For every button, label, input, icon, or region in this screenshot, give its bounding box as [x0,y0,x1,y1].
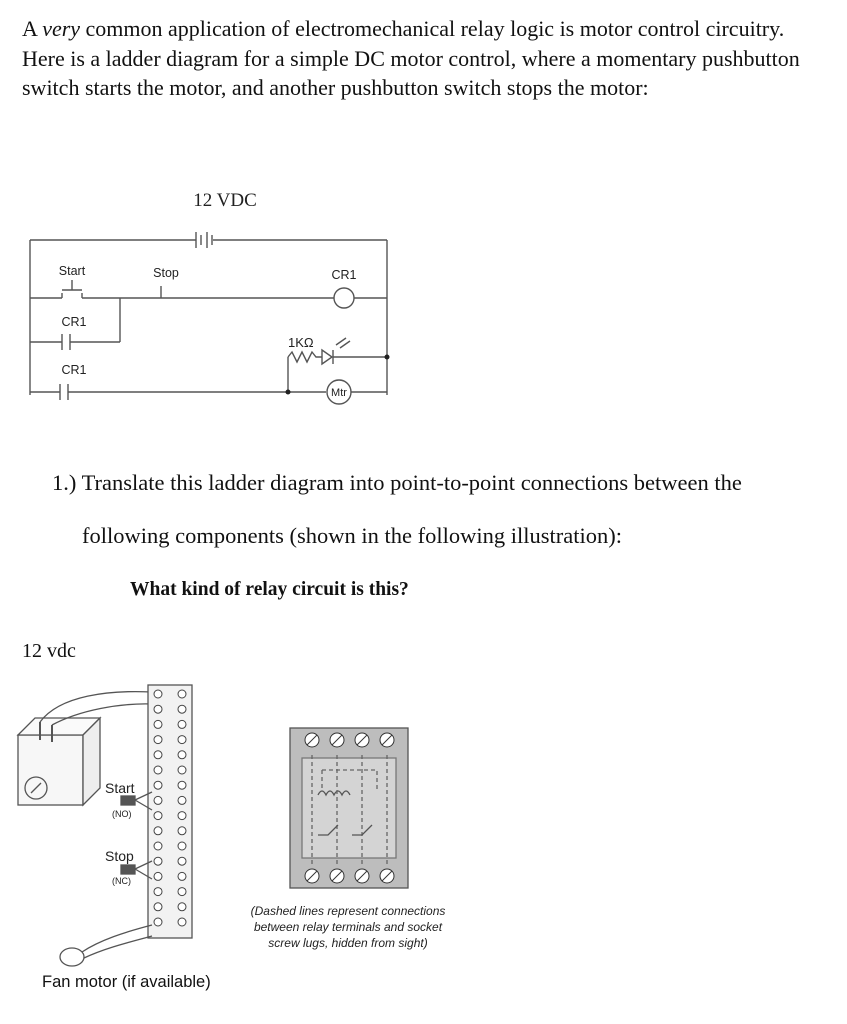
cr1-coil [334,288,354,308]
terminal-screw-icon[interactable] [154,766,162,774]
terminal-screw-icon[interactable] [178,872,186,880]
terminal-screw-icon[interactable] [178,918,186,926]
terminal-screw-icon[interactable] [178,827,186,835]
question-1-line-2: following components (shown in the following illustration): [82,523,622,548]
terminal-screw-icon[interactable] [178,720,186,728]
ladder-stop-label: Stop [153,266,179,280]
terminal-screw-icon[interactable] [154,720,162,728]
illus-start-type: (NO) [112,809,132,819]
terminal-screw-icon[interactable] [178,796,186,804]
illus-stop-label: Stop [105,848,134,864]
terminal-screw-icon[interactable] [154,903,162,911]
terminal-screw-icon[interactable] [154,781,162,789]
intro-text-emphasis: very [42,16,81,41]
terminal-screw-icon[interactable] [178,766,186,774]
terminal-screw-icon[interactable] [154,918,162,926]
terminal-screw-icon[interactable] [178,781,186,789]
terminal-screw-icon[interactable] [154,736,162,744]
illustration-supply-label: 12 vdc [22,640,76,662]
ladder-contact1-label: CR1 [61,315,87,329]
ladder-diagram [0,180,847,410]
terminal-screw-icon[interactable] [154,872,162,880]
terminal-screw-icon[interactable] [178,705,186,713]
intro-paragraph [22,14,822,103]
resistor-symbol [288,352,322,362]
illus-start-label: Start [105,780,135,796]
terminal-screw-icon[interactable] [154,888,162,896]
component-illustration [0,670,847,970]
fan-motor-caption: Fan motor (if available) [42,973,211,991]
illus-stop-type: (NC) [112,876,131,886]
terminal-screw-icon[interactable] [178,842,186,850]
terminal-screw-icon[interactable] [178,736,186,744]
terminal-screw-icon[interactable] [154,827,162,835]
intro-text-post: common application of electromechanical relay logic is motor control circuitry. Here is a ladder diagram for a simple DC motor control, where a momentary pushbutton switch starts the motor, and another pushbutton switch stops the motor: [22,16,800,100]
terminal-screw-icon[interactable] [154,857,162,865]
ladder-coil-label: CR1 [331,268,357,282]
terminal-screw-icon[interactable] [154,842,162,850]
start-switch-icon [121,796,135,805]
terminal-screw-icon[interactable] [154,751,162,759]
terminal-screw-icon[interactable] [178,888,186,896]
relay-note-line-2: between relay terminals and socket [253,920,443,934]
ladder-supply-label: 12 VDC [193,190,257,211]
terminal-screw-icon[interactable] [178,690,186,698]
fan-motor-icon [60,948,84,966]
terminal-screw-icon[interactable] [154,812,162,820]
question-2: What kind of relay circuit is this? [130,579,409,600]
terminal-screw-icon[interactable] [178,903,186,911]
terminal-screw-icon[interactable] [154,796,162,804]
terminal-screw-icon[interactable] [154,705,162,713]
ladder-motor-label: Mtr [331,387,347,399]
ladder-start-label: Start [58,264,86,278]
terminal-screw-icon[interactable] [178,751,186,759]
led-symbol [322,350,332,364]
terminal-screw-icon[interactable] [178,857,186,865]
relay-note-line-3: screw lugs, hidden from sight) [268,936,428,950]
ladder-contact2-label: CR1 [61,363,87,377]
intro-text-pre: A [22,16,43,41]
terminal-screw-icon[interactable] [154,690,162,698]
stop-switch-icon [121,865,135,874]
ladder-resistor-label: 1KΩ [288,335,314,350]
relay-note-line-1: (Dashed lines represent connections [250,904,446,918]
question-1-line-1: 1.) Translate this ladder diagram into point-to-point connections between the [52,470,742,495]
terminal-screw-icon[interactable] [178,812,186,820]
